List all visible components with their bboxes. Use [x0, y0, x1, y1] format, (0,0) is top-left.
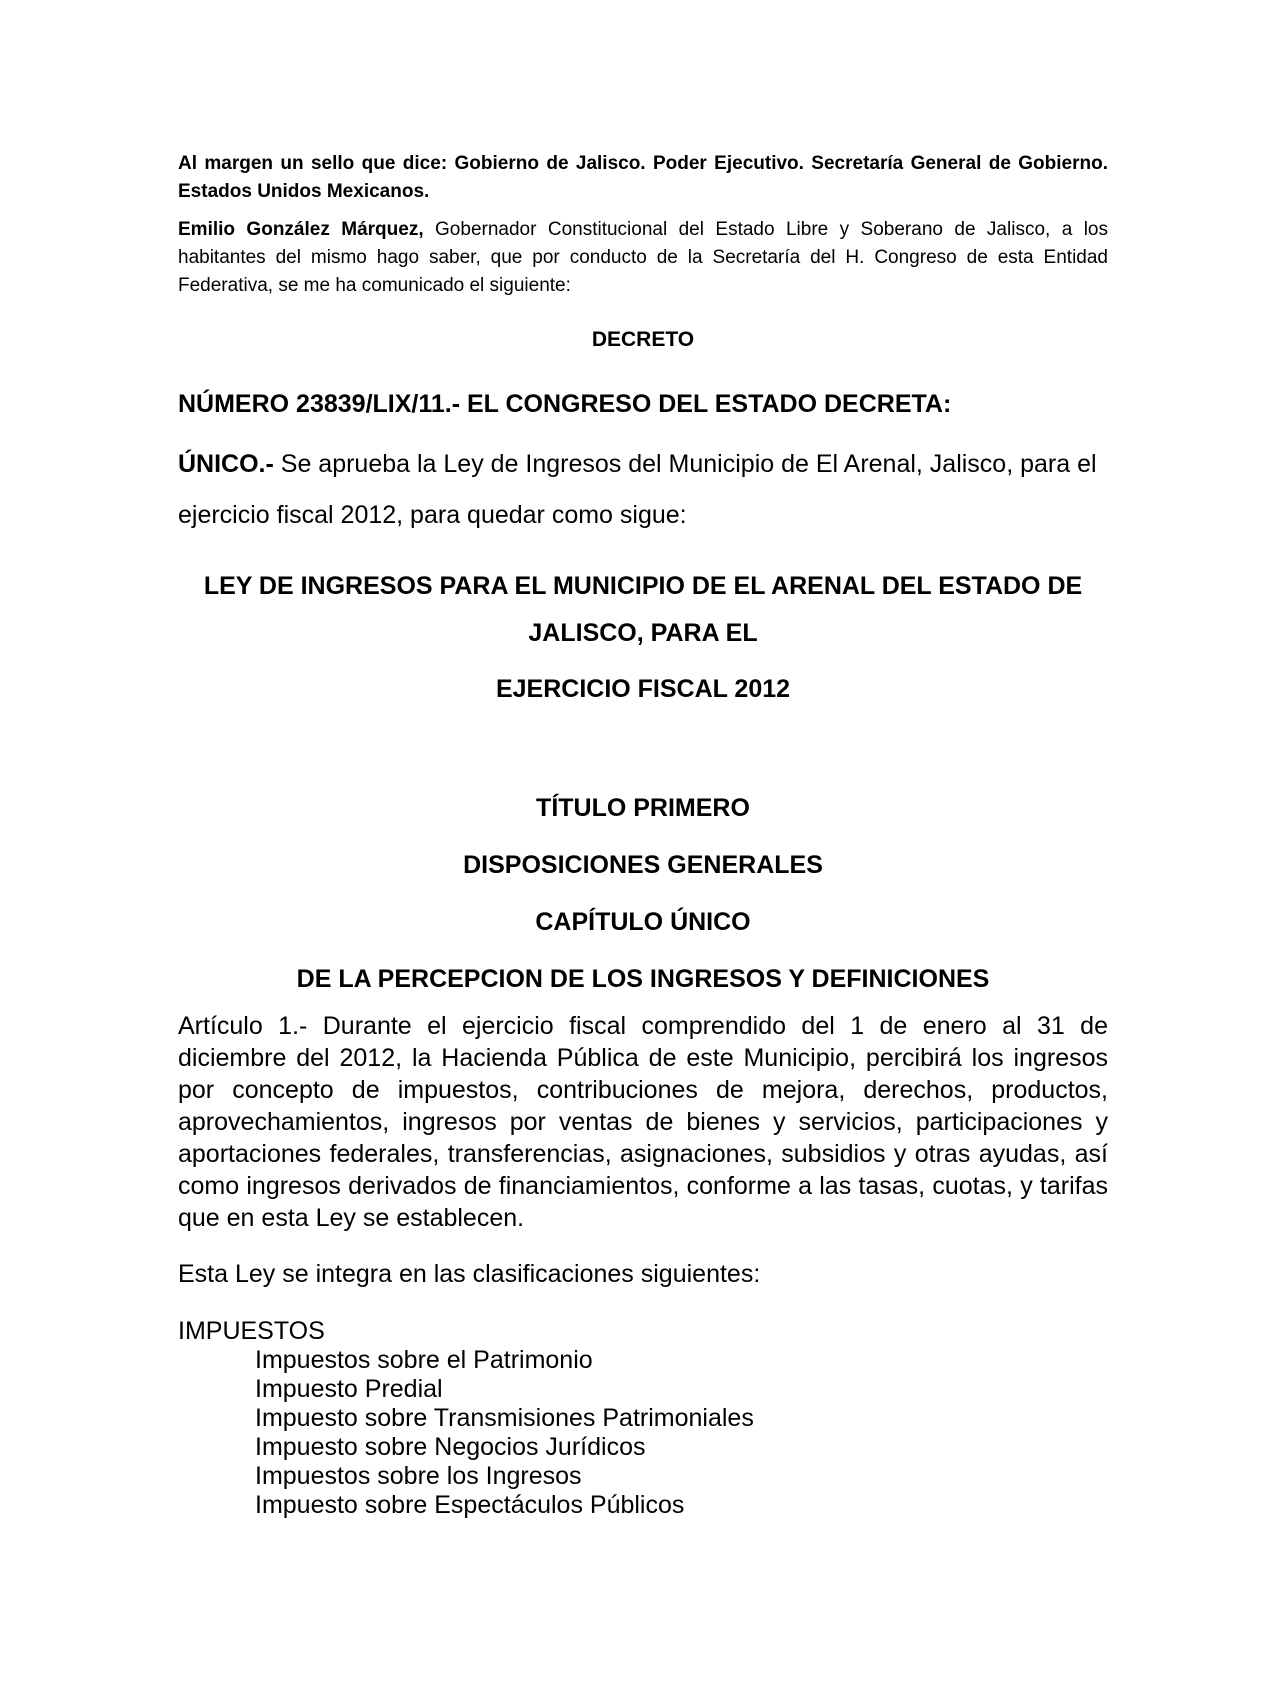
list-item: Impuestos sobre el Patrimonio: [255, 1346, 593, 1374]
unico-text: Se aprueba la Ley de Ingresos del Municipio de El Arenal, Jalisco, para el ejercicio fiscal 2012, para quedar como sigue:: [178, 450, 1097, 529]
chapter-heading: CAPÍTULO ÚNICO: [535, 908, 751, 936]
decree-heading: DECRETO: [591, 328, 695, 351]
list-item: Impuesto Predial: [255, 1375, 443, 1403]
decree-number: NÚMERO 23839/LIX/11.- EL CONGRESO DEL ESTADO DECRETA:: [178, 390, 952, 418]
list-item: Impuesto sobre Transmisiones Patrimoniales: [255, 1404, 754, 1432]
article-1: Artículo 1.- Durante el ejercicio fiscal comprendido del 1 de enero al 31 de diciembre del 2012, la Hacienda Pública de este Municipio, percibirá los ingresos por concepto de impuestos, contribuciones de mejora, derechos, productos, aprovechamientos, ingresos por ventas de bienes y servicios, participaciones y aportaciones federales, transferencias, asignaciones, subsidios y otras ayudas, así como ingresos derivados de financiamientos, conforme a las tasas, cuotas, y tarifas que en esta Ley se establecen.: [178, 1012, 1108, 1232]
perception-heading: DE LA PERCEPCION DE LOS INGRESOS Y DEFINICIONES: [296, 965, 990, 993]
governor-name: Emilio González Márquez,: [178, 219, 424, 240]
general-provisions-heading: DISPOSICIONES GENERALES: [463, 851, 823, 879]
title-heading: TÍTULO PRIMERO: [536, 794, 750, 822]
list-item: Impuesto sobre Negocios Jurídicos: [255, 1433, 646, 1461]
taxes-list: [178, 1346, 1108, 1520]
governor-text: Gobernador Constitucional del Estado Libre y Soberano de Jalisco, a los habitantes del mismo hago saber, que por conducto de la Secretaría del H. Congreso de esta Entidad Federativa, se me ha comunicado el siguiente:: [178, 219, 1108, 296]
governor-paragraph: [178, 216, 1108, 300]
fiscal-year-heading: EJERCICIO FISCAL 2012: [495, 675, 791, 703]
unico-label: ÚNICO.-: [178, 450, 274, 478]
taxes-heading: IMPUESTOS: [178, 1317, 325, 1345]
law-title: LEY DE INGRESOS PARA EL MUNICIPIO DE EL ARENAL DEL ESTADO DE JALISCO, PARA EL: [203, 572, 1083, 647]
list-item: Impuesto sobre Espectáculos Públicos: [255, 1491, 685, 1519]
list-item: Impuestos sobre los Ingresos: [255, 1462, 582, 1490]
document-page: [178, 150, 1108, 1520]
unico-paragraph: [178, 439, 1108, 541]
margin-seal-note: Al margen un sello que dice: Gobierno de Jalisco. Poder Ejecutivo. Secretaría General de Gobierno. Estados Unidos Mexicanos.: [178, 153, 1108, 202]
classification-intro: Esta Ley se integra en las clasificaciones siguientes:: [178, 1260, 761, 1288]
